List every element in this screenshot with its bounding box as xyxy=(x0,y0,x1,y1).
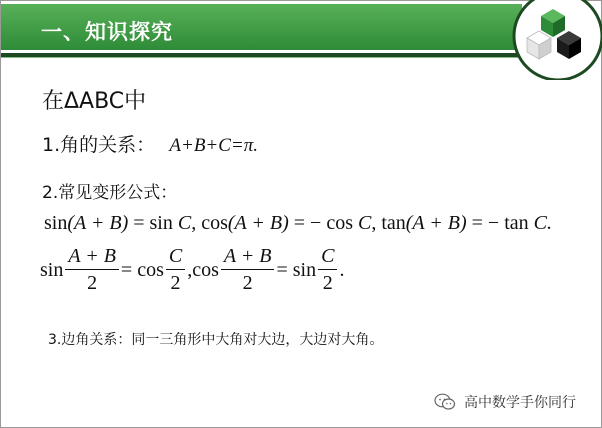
formula-line-1 xyxy=(44,212,552,235)
header-title: 一、知识探究 xyxy=(41,20,173,44)
f2-frac-4-num: C xyxy=(318,244,337,270)
f1-cos: cos xyxy=(201,212,228,234)
f2-frac-3 xyxy=(221,244,275,296)
f2-eq-1: = cos xyxy=(120,258,164,281)
f2-sep: , xyxy=(187,258,193,281)
watermark xyxy=(434,392,576,412)
f1-sin: sin xyxy=(44,212,68,234)
angle-relation xyxy=(42,130,258,157)
f1-tan-arg: (A + B) xyxy=(405,212,467,234)
f2-frac-2-num: C xyxy=(166,244,185,270)
formula-line-2 xyxy=(40,244,344,296)
cube-logo-icon xyxy=(500,0,602,80)
f1-comma-2: , xyxy=(371,212,382,234)
watermark-text: 高中数学手你同行 xyxy=(464,395,576,411)
f2-eq-2: = sin xyxy=(276,258,317,281)
f2-frac-3-den: 2 xyxy=(242,272,253,294)
f1-comma-1: , xyxy=(191,212,202,234)
header-rule-light xyxy=(1,57,526,58)
f1-cos-arg: (A + B) xyxy=(227,212,289,234)
f2-sin: sin xyxy=(40,258,64,281)
f2-cos: cos xyxy=(192,258,219,281)
f1-sin-arg: (A + B) xyxy=(67,212,129,234)
f1-sin-eq: = sin xyxy=(128,212,178,234)
f1-tan: tan xyxy=(381,212,406,234)
f2-frac-4 xyxy=(318,244,337,296)
f2-frac-4-den: 2 xyxy=(322,272,333,294)
f1-tan-eq: = − tan xyxy=(466,212,534,234)
f2-end: . xyxy=(339,258,345,281)
f1-cos-eq: = − cos xyxy=(288,212,358,234)
header-bar xyxy=(1,4,522,50)
wechat-icon xyxy=(434,393,456,411)
side-angle-relation: 3.边角关系：同一三角形中大角对大边，大边对大角。 xyxy=(48,332,384,348)
f2-frac-3-num: A + B xyxy=(221,244,275,270)
f2-frac-2-den: 2 xyxy=(170,272,181,294)
f1-cos-rhs: C xyxy=(357,212,372,234)
f2-frac-1-num: A + B xyxy=(65,244,119,270)
f1-tan-rhs: C. xyxy=(533,212,552,234)
transform-formulas-label: 2.常见变形公式： xyxy=(42,183,178,203)
angle-sum-formula: A+B+C=π. xyxy=(169,135,259,156)
f1-sin-rhs: C xyxy=(177,212,192,234)
f2-frac-1 xyxy=(65,244,119,296)
section-heading: 在ΔABC中 xyxy=(42,89,147,114)
f2-frac-2 xyxy=(166,244,185,296)
f2-frac-1-den: 2 xyxy=(87,272,98,294)
angle-relation-label: 1.角的关系： xyxy=(42,134,156,156)
